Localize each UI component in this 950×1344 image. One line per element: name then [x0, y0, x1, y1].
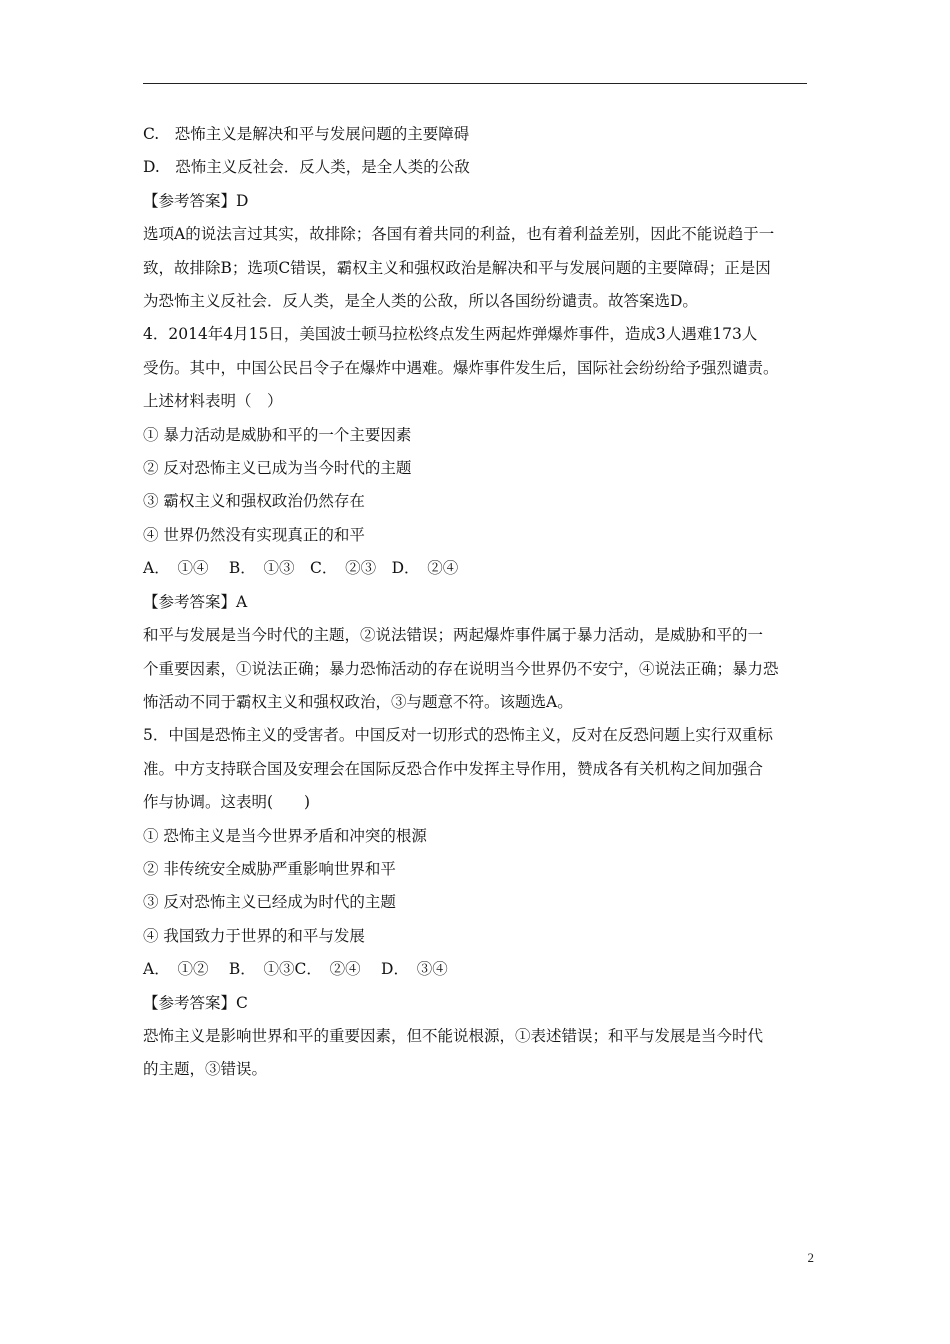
question-5-statement-4: ④ 我国致力于世界的和平与发展 [143, 926, 365, 945]
explanation-5-line-2: 的主题，③错误。 [143, 1060, 268, 1079]
question-5-line-1: 5．中国是恐怖主义的受害者。中国反对一切形式的恐怖主义，反对在反恐问题上实行双重标 [143, 726, 773, 745]
question-5-line-3: 作与协调。这表明( ) [143, 793, 311, 812]
question-4-statement-4: ④ 世界仍然没有实现真正的和平 [143, 525, 365, 544]
explanation-4-line-2: 个重要因素，①说法正确；暴力恐怖活动的存在说明当今世界仍不安宁，④说法正确；暴力恐 [143, 659, 779, 678]
header-rule [143, 83, 807, 84]
answer-4: 【参考答案】A [143, 592, 248, 611]
explanation-3-line-1: 选项A的说法言过其实，故排除；各国有着共同的利益，也有着利益差别，因此不能说趋于一 [143, 225, 775, 244]
explanation-4-line-3: 怖活动不同于霸权主义和强权政治，③与题意不符。该题选A。 [143, 692, 573, 711]
answer-5: 【参考答案】C [143, 993, 248, 1012]
option-c: C. 恐怖主义是解决和平与发展问题的主要障碍 [143, 125, 470, 143]
question-5-statement-2: ② 非传统安全威胁严重影响世界和平 [143, 859, 396, 878]
question-4-statement-1: ① 暴力活动是威胁和平的一个主要因素 [143, 425, 412, 444]
question-5-statement-1: ① 恐怖主义是当今世界矛盾和冲突的根源 [143, 826, 427, 845]
question-4-statement-3: ③ 霸权主义和强权政治仍然存在 [143, 492, 365, 511]
question-5-line-2: 准。中方支持联合国及安理会在国际反恐合作中发挥主导作用，赞成各有关机构之间加强合 [143, 759, 764, 778]
question-5-choices: A． ①② B． ①③C． ②④ D． ③④ [143, 960, 448, 979]
document-body [143, 118, 807, 1087]
answer-3: 【参考答案】D [143, 191, 249, 210]
question-4-statement-2: ② 反对恐怖主义已成为当今时代的主题 [143, 459, 412, 478]
explanation-3-line-2: 致，故排除B；选项C错误，霸权主义和强权政治是解决和平与发展问题的主要障碍；正是因 [143, 258, 771, 277]
question-5-statement-3: ③ 反对恐怖主义已经成为时代的主题 [143, 893, 396, 912]
question-4-line-1: 4．2014年4月15日，美国波士顿马拉松终点发生两起炸弹爆炸事件，造成3人遇难173人 [143, 325, 758, 344]
explanation-5-line-1: 恐怖主义是影响世界和平的重要因素，但不能说根源，①表述错误；和平与发展是当今时代 [143, 1026, 764, 1045]
question-4-line-2: 受伤。其中，中国公民吕令子在爆炸中遇难。爆炸事件发生后，国际社会纷纷给予强烈谴责。 [143, 358, 779, 377]
option-d: D. 恐怖主义反社会．反人类，是全人类的公敌 [143, 158, 470, 177]
question-4-line-3: 上述材料表明（ ） [143, 392, 283, 411]
page-number: 2 [807, 1250, 814, 1265]
explanation-4-line-1: 和平与发展是当今时代的主题，②说法错误；两起爆炸事件属于暴力活动，是威胁和平的一 [143, 626, 764, 645]
explanation-3-line-3: 为恐怖主义反社会．反人类，是全人类的公敌，所以各国纷纷谴责。故答案选D。 [143, 292, 698, 311]
question-4-choices: A． ①④ B． ①③ C． ②③ D． ②④ [143, 559, 459, 578]
